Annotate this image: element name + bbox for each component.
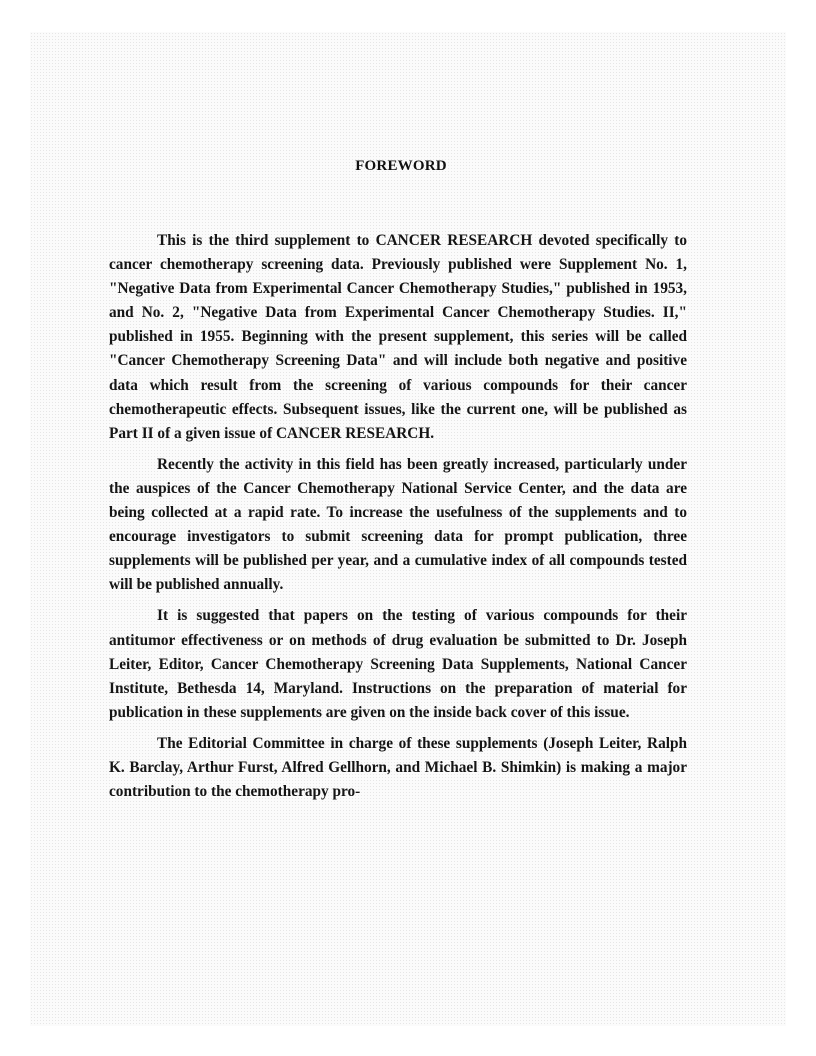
paragraph-submission-instructions: It is suggested that papers on the testing of various compounds for their antitumor effectiveness or on methods of drug evaluation be submitted to Dr. Joseph Leiter, Editor, Cancer Chemotherapy Screening Data Supplements, National Cancer Institute, Bethesda 14, Maryland. Instructions on the preparation of material for publication in these supplements are given on the inside back cover of this issue.	[109, 607, 687, 721]
paragraph-editorial-committee: The Editorial Committee in charge of these supplements (Joseph Leiter, Ralph K. Barclay, Arthur Furst, Alfred Gellhorn, and Michael B. Shimkin) is making a major contribution to the chemotherapy pro-	[109, 734, 687, 801]
paragraph-publication-schedule: Recently the activity in this field has been greatly increased, particularly under the auspices of the Cancer Chemotherapy National Service Center, and the data are being collected at a rapid rate. To increase the usefulness of the supplements and to encourage investigators to submit screening data for prompt publication, three supplements will be published per year, and a cumulative index of all compounds tested will be published annually.	[109, 455, 687, 594]
body-text	[109, 229, 687, 811]
page-title: FOREWORD	[355, 158, 447, 174]
paragraph-supplement-history: This is the third supplement to CANCER RESEARCH devoted specifically to cancer chemotherapy screening data. Previously published were Supplement No. 1, "Negative Data from Experimental Cancer Chemotherapy Studies," published in 1953, and No. 2, "Negative Data from Experimental Cancer Chemotherapy Studies. II," published in 1955. Beginning with the present supplement, this series will be called "Cancer Chemotherapy Screening Data" and will include both negative and positive data which result from the screening of various compounds for their cancer chemotherapeutic effects. Subsequent issues, like the current one, will be published as Part II of a given issue of CANCER RESEARCH.	[109, 232, 687, 442]
